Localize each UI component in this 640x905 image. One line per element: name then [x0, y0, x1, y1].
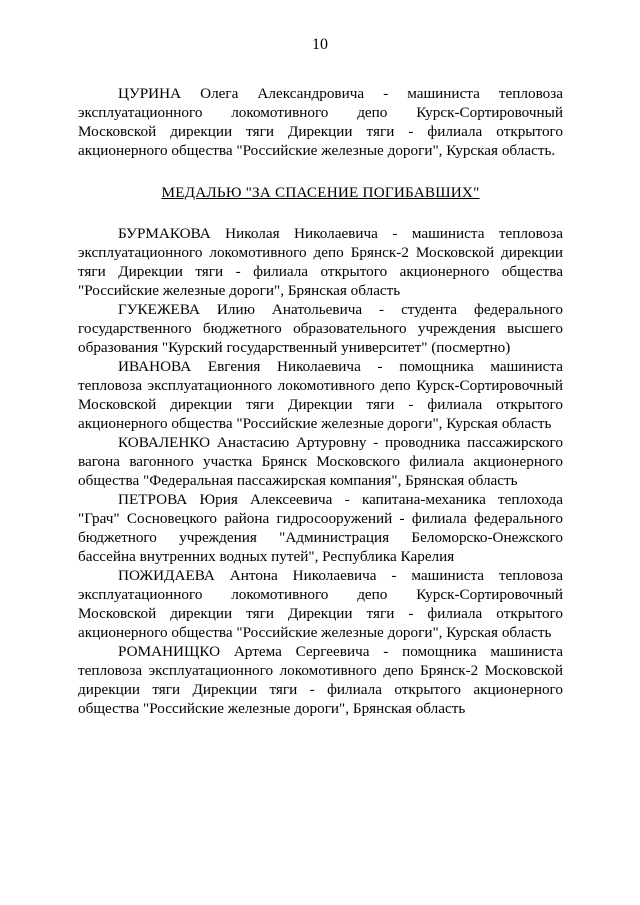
- award-entry-burmakov: БУРМАКОВА Николая Николаевича - машиниста тепловоза эксплуатационного локомотивного депо Брянск-2 Московской дирекции тяги Дирекции тяги - филиала открытого акционерного общества "Российские железные дороги", Брянская область: [78, 225, 563, 299]
- award-entry-ivanov: ИВАНОВА Евгения Николаевича - помощника машиниста тепловоза эксплуатационного локомотивного депо Курск-Сортировочный Московской дирекции тяги Дирекции тяги - филиала открытого акционерного общества "Российские железные дороги", Курская область: [78, 358, 563, 432]
- section-heading: МЕДАЛЬЮ "ЗА СПАСЕНИЕ ПОГИБАВШИХ": [161, 184, 480, 201]
- document-body: [78, 84, 563, 718]
- award-entry-pozhidaev: ПОЖИДАЕВА Антона Николаевича - машиниста тепловоза эксплуатационного локомотивного депо Курск-Сортировочный Московской дирекции тяги Дирекции тяги - филиала открытого акционерного общества "Российские железные дороги", Курская область: [78, 567, 563, 641]
- award-entry-petrov: ПЕТРОВА Юрия Алексеевича - капитана-механика теплохода "Грач" Сосновецкого района гидросооружений - филиала федерального бюджетного учреждения "Администрация Беломорско-Онежского бассейна внутренних водных путей", Республика Карелия: [78, 491, 563, 565]
- award-entry-tsurina: ЦУРИНА Олега Александровича - машиниста тепловоза эксплуатационного локомотивного депо Курск-Сортировочный Московской дирекции тяги Дирекции тяги - филиала открытого акционерного общества "Российские железные дороги", Курская область.: [78, 85, 563, 159]
- page-number: 10: [312, 36, 328, 53]
- award-entry-kovalenko: КОВАЛЕНКО Анастасию Артуровну - проводника пассажирского вагона вагонного участка Брянск Московского филиала акционерного общества "Федеральная пассажирская компания", Брянская область: [78, 434, 563, 489]
- award-entry-gukezhev: ГУКЕЖЕВА Илию Анатольевича - студента федерального государственного бюджетного образовательного учреждения высшего образования "Курский государственный университет" (посмертно): [78, 301, 563, 356]
- award-entry-romanishko: РОМАНИЩКО Артема Сергеевича - помощника машиниста тепловоза эксплуатационного локомотивного депо Брянск-2 Московской дирекции тяги Дирекции тяги - филиала открытого акционерного общества "Российские железные дороги", Брянская область: [78, 643, 563, 717]
- award-list: [78, 224, 563, 718]
